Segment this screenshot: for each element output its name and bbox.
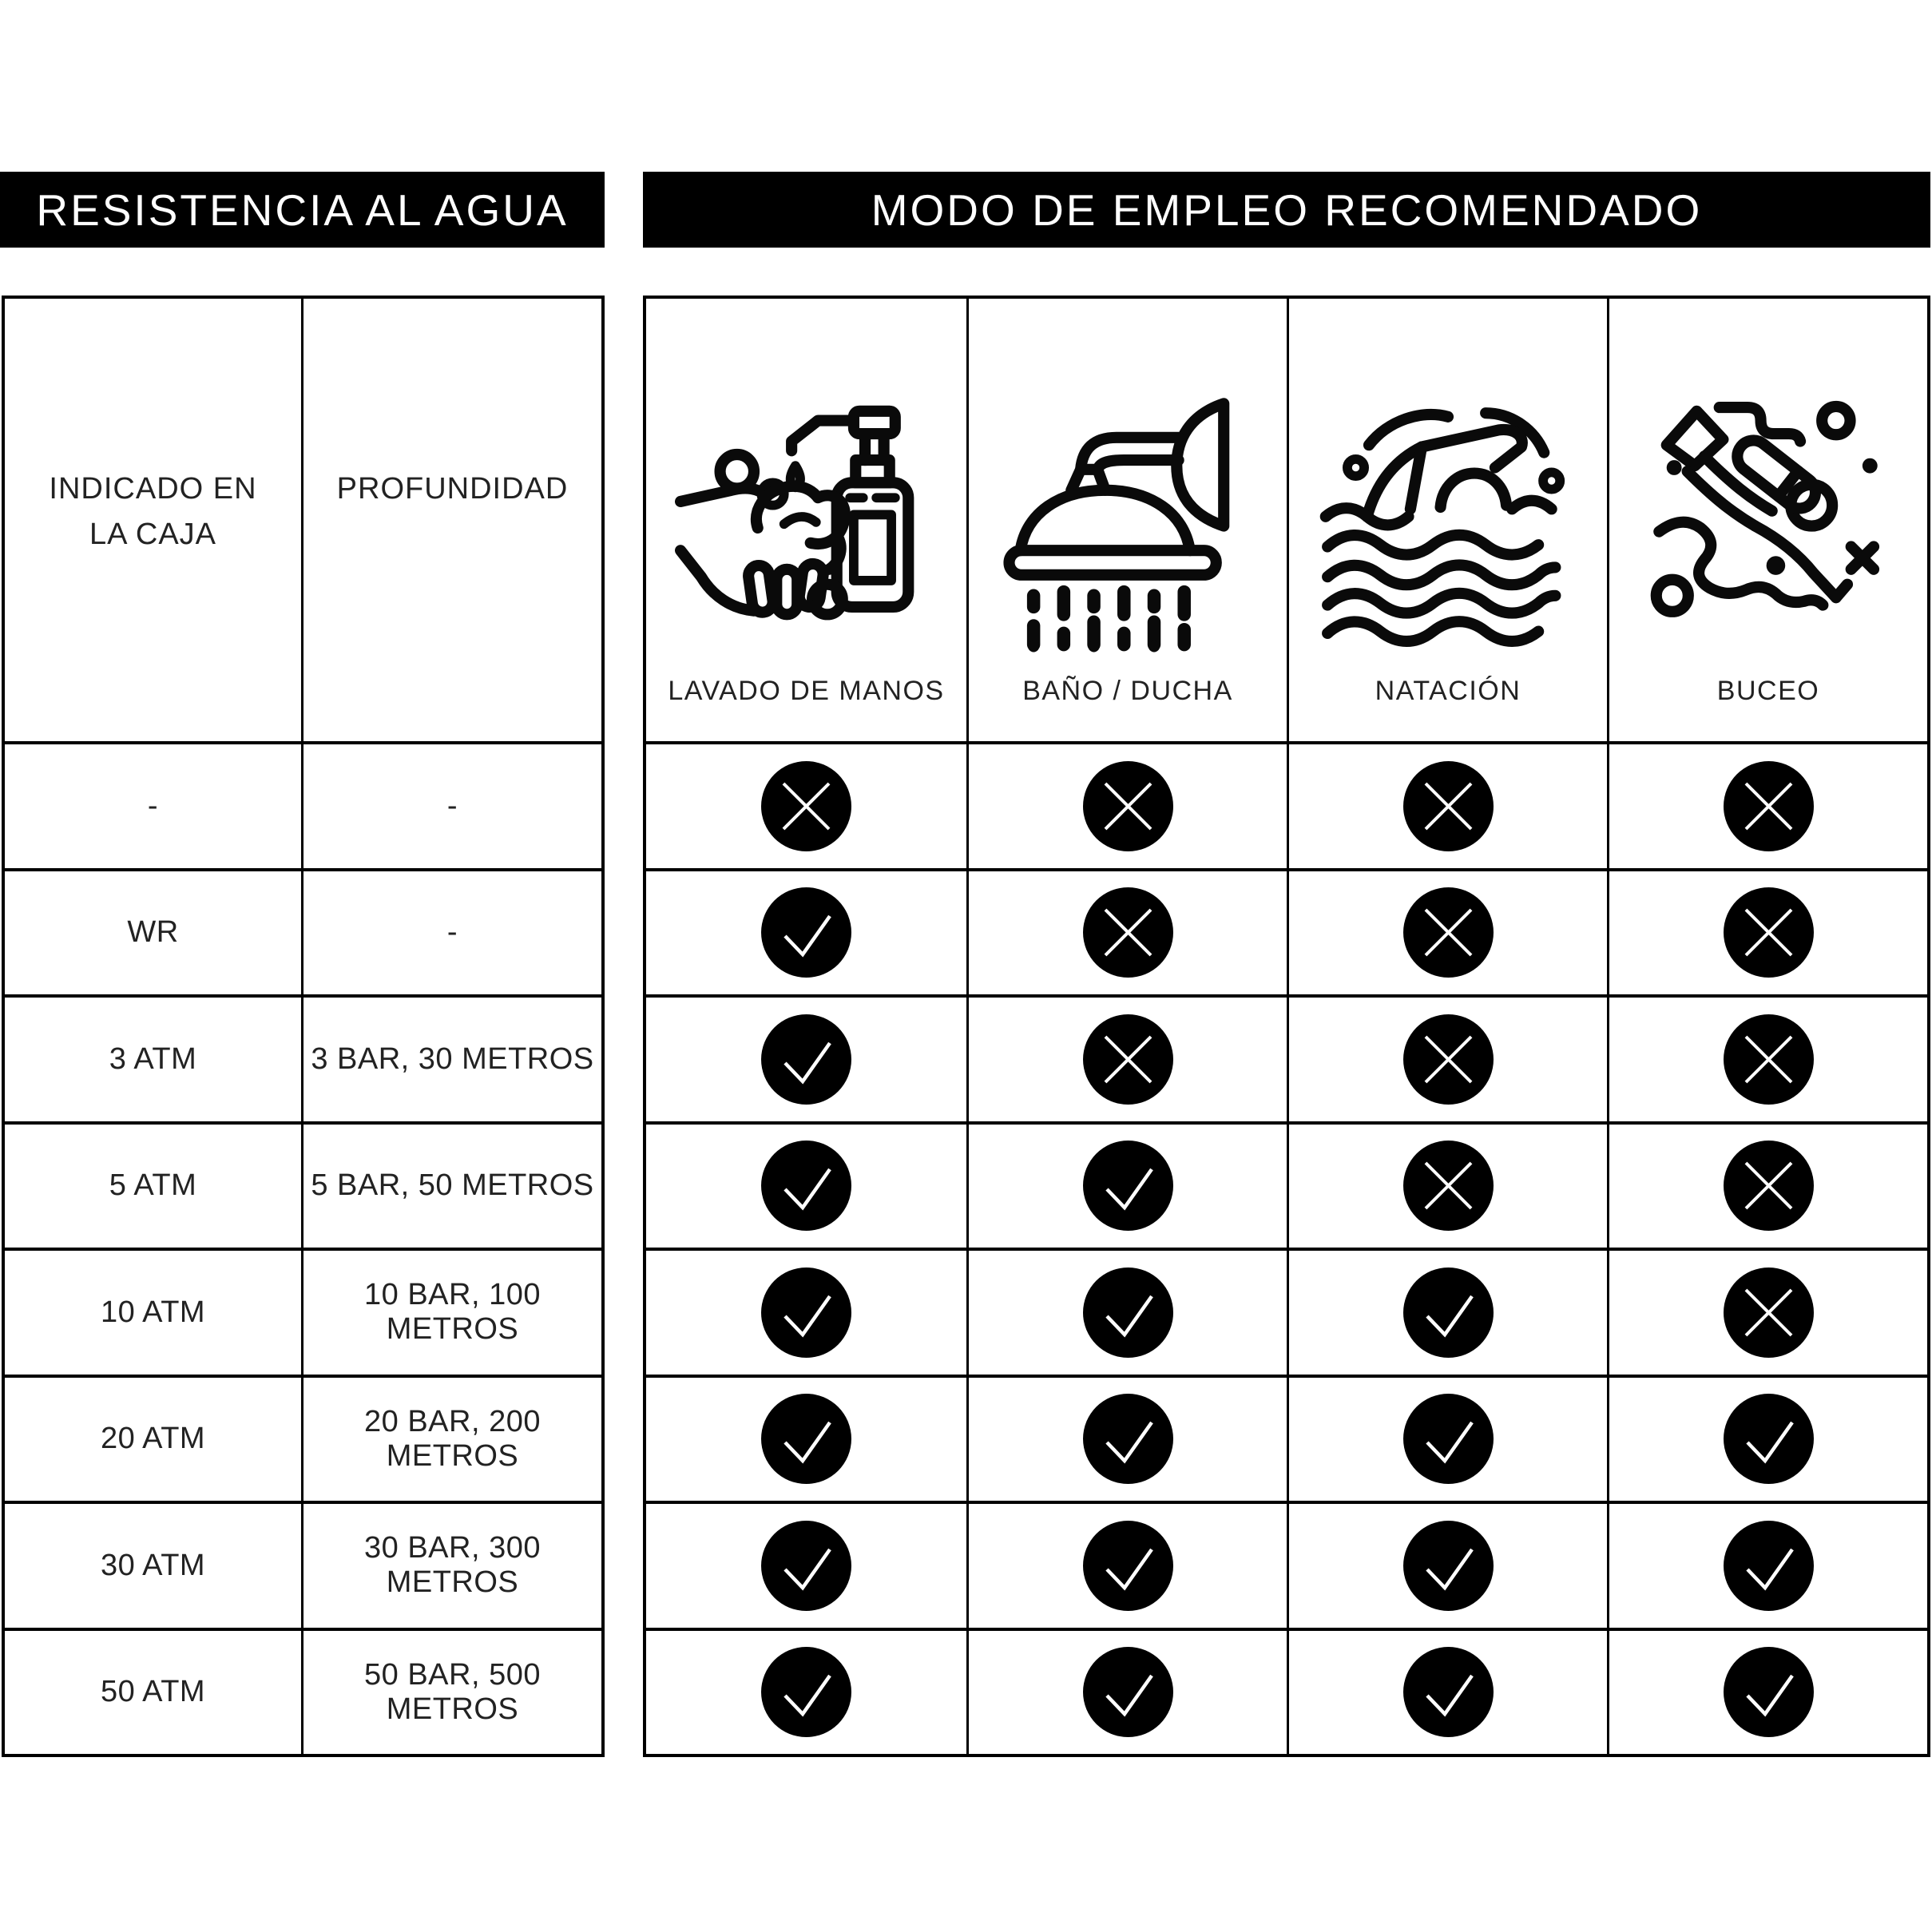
profundidad-cell: 30 BAR, 300 METROS xyxy=(301,1501,601,1628)
resistance-table xyxy=(2,296,605,1757)
profundidad-cell: 20 BAR, 200 METROS xyxy=(301,1375,601,1502)
check-mark-icon xyxy=(761,1521,851,1611)
check-mark-icon xyxy=(1083,1521,1173,1611)
activity-label: LAVADO DE MANOS xyxy=(668,676,945,706)
check-mark-icon xyxy=(1403,1647,1494,1737)
check-mark-icon xyxy=(761,887,851,978)
allowed-cell xyxy=(646,868,966,995)
check-mark-icon xyxy=(761,1394,851,1484)
check-mark-icon xyxy=(1724,1647,1814,1737)
cross-mark-icon xyxy=(1724,1014,1814,1105)
caja-cell: 10 ATM xyxy=(5,1248,301,1375)
check-mark-icon xyxy=(1083,1394,1173,1484)
check-mark-icon xyxy=(1724,1521,1814,1611)
usage-table xyxy=(643,296,1930,1757)
not-allowed-cell xyxy=(1287,868,1607,995)
diving-icon xyxy=(1636,375,1900,666)
allowed-cell xyxy=(1287,1248,1607,1375)
not-allowed-cell xyxy=(1607,1121,1927,1248)
check-mark-icon xyxy=(761,1141,851,1231)
allowed-cell xyxy=(1287,1375,1607,1502)
caja-cell: 50 ATM xyxy=(5,1628,301,1755)
allowed-cell xyxy=(1607,1628,1927,1755)
not-allowed-cell xyxy=(966,741,1287,868)
cross-mark-icon xyxy=(1724,761,1814,851)
activity-label: BUCEO xyxy=(1716,676,1820,706)
check-mark-icon xyxy=(1083,1141,1173,1231)
profundidad-cell: 10 BAR, 100 METROS xyxy=(301,1248,601,1375)
cross-mark-icon xyxy=(761,761,851,851)
allowed-cell xyxy=(966,1628,1287,1755)
caja-cell: - xyxy=(5,741,301,868)
allowed-cell xyxy=(646,1121,966,1248)
caja-cell: 20 ATM xyxy=(5,1375,301,1502)
activity-header-cell xyxy=(1287,299,1607,741)
activity-header-cell xyxy=(646,299,966,741)
swimming-icon xyxy=(1316,375,1580,666)
cross-mark-icon xyxy=(1403,1141,1494,1231)
not-allowed-cell xyxy=(1287,741,1607,868)
not-allowed-cell xyxy=(646,741,966,868)
profundidad-cell: 5 BAR, 50 METROS xyxy=(301,1121,601,1248)
allowed-cell xyxy=(646,994,966,1121)
activity-label: NATACIÓN xyxy=(1375,676,1521,706)
allowed-cell xyxy=(966,1501,1287,1628)
profundidad-cell: 50 BAR, 500 METROS xyxy=(301,1628,601,1755)
check-mark-icon xyxy=(1403,1394,1494,1484)
allowed-cell xyxy=(1607,1501,1927,1628)
cross-mark-icon xyxy=(1403,1014,1494,1105)
allowed-cell xyxy=(1287,1501,1607,1628)
profundidad-cell: - xyxy=(301,741,601,868)
cross-mark-icon xyxy=(1724,1141,1814,1231)
cross-mark-icon xyxy=(1724,1268,1814,1358)
allowed-cell xyxy=(646,1501,966,1628)
caja-cell: 5 ATM xyxy=(5,1121,301,1248)
allowed-cell xyxy=(966,1121,1287,1248)
not-allowed-cell xyxy=(1607,868,1927,995)
check-mark-icon xyxy=(1083,1647,1173,1737)
left-header-title: RESISTENCIA AL AGUA xyxy=(36,184,569,235)
allowed-cell xyxy=(1287,1628,1607,1755)
allowed-cell xyxy=(966,1248,1287,1375)
allowed-cell xyxy=(646,1628,966,1755)
caja-cell: 3 ATM xyxy=(5,994,301,1121)
cross-mark-icon xyxy=(1083,1014,1173,1105)
profundidad-cell: - xyxy=(301,868,601,995)
profundidad-cell: 3 BAR, 30 METROS xyxy=(301,994,601,1121)
allowed-cell xyxy=(966,1375,1287,1502)
check-mark-icon xyxy=(1083,1268,1173,1358)
check-mark-icon xyxy=(761,1014,851,1105)
right-header-bar xyxy=(643,172,1930,248)
allowed-cell xyxy=(1607,1375,1927,1502)
not-allowed-cell xyxy=(966,994,1287,1121)
left-header-bar xyxy=(0,172,605,248)
column-header-profundidad: PROFUNDIDAD xyxy=(301,299,601,741)
handwash-icon xyxy=(675,375,938,666)
not-allowed-cell xyxy=(1287,994,1607,1121)
cross-mark-icon xyxy=(1403,887,1494,978)
check-mark-icon xyxy=(761,1647,851,1737)
check-mark-icon xyxy=(761,1268,851,1358)
caja-cell: WR xyxy=(5,868,301,995)
column-header-caja: INDICADO EN LA CAJA xyxy=(49,472,257,551)
check-mark-icon xyxy=(1403,1521,1494,1611)
activity-header-cell xyxy=(1607,299,1927,741)
cross-mark-icon xyxy=(1403,761,1494,851)
not-allowed-cell xyxy=(1287,1121,1607,1248)
shower-icon xyxy=(996,375,1260,666)
check-mark-icon xyxy=(1403,1268,1494,1358)
allowed-cell xyxy=(646,1375,966,1502)
allowed-cell xyxy=(646,1248,966,1375)
not-allowed-cell xyxy=(1607,741,1927,868)
not-allowed-cell xyxy=(1607,994,1927,1121)
activity-header-cell xyxy=(966,299,1287,741)
cross-mark-icon xyxy=(1083,761,1173,851)
not-allowed-cell xyxy=(966,868,1287,995)
caja-cell: 30 ATM xyxy=(5,1501,301,1628)
activity-label: BAÑO / DUCHA xyxy=(1022,676,1233,706)
not-allowed-cell xyxy=(1607,1248,1927,1375)
right-header-title: MODO DE EMPLEO RECOMENDADO xyxy=(871,184,1703,235)
cross-mark-icon xyxy=(1724,887,1814,978)
cross-mark-icon xyxy=(1083,887,1173,978)
check-mark-icon xyxy=(1724,1394,1814,1484)
